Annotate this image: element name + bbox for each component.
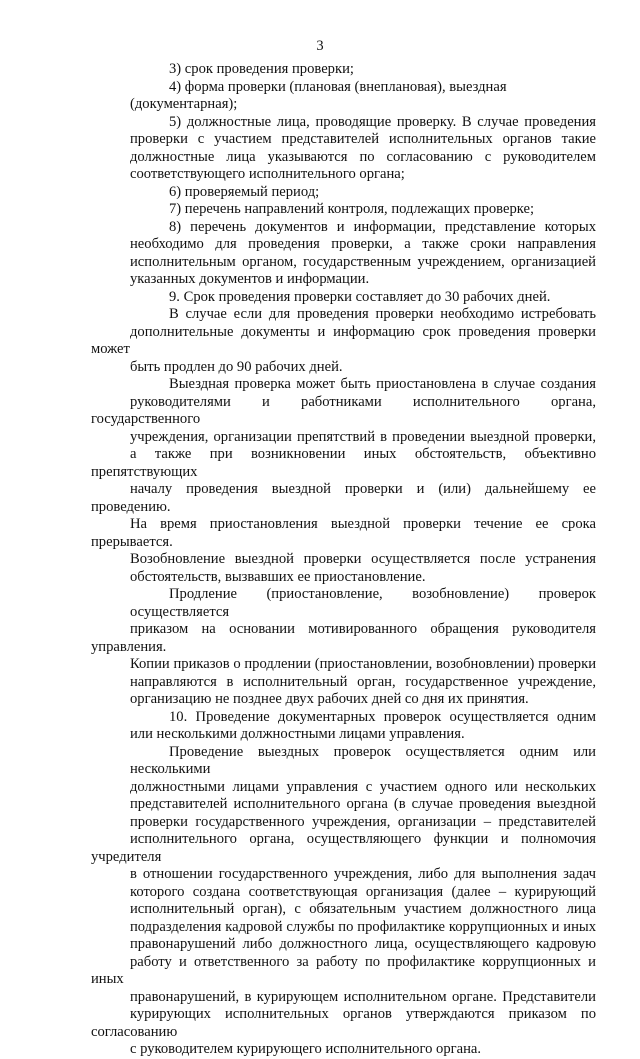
paragraph [91, 79, 596, 114]
paragraph-line: правонарушений либо должностного лица, осуществляющего кадровую [130, 936, 596, 952]
paragraph-line: В случае если для проведения проверки необходимо истребовать [169, 306, 596, 322]
paragraph-line: 9. Срок проведения проверки составляет до 30 рабочих дней. [169, 288, 551, 305]
paragraph-line: или несколькими должностными лицами управления. [130, 726, 465, 742]
paragraph-line: учреждения, организации препятствий в проведении выездной проверки, [130, 428, 596, 445]
paragraph-line: в отношении государственного учреждения, либо для выполнения задач [130, 866, 596, 882]
paragraph-line: 8) перечень документов и информации, представление которых [169, 218, 596, 235]
page-number: 3 [316, 38, 324, 54]
paragraph-line: Выездная проверка может быть приостановлена в случае создания [169, 376, 596, 392]
paragraph [91, 219, 596, 289]
paragraph-line: которого создана соответствующая организация (далее – курирующий [130, 883, 596, 900]
paragraph-line: быть продлен до 90 рабочих дней. [130, 358, 343, 375]
paragraph [91, 289, 596, 307]
paragraph [91, 201, 596, 219]
paragraph [91, 61, 596, 79]
document-body [91, 61, 596, 1059]
paragraph-line: 6) проверяемый период; [169, 183, 320, 200]
paragraph-line: подразделения кадровой службы по профилактике коррупционных и иных [130, 918, 596, 935]
paragraph-line: обстоятельств, вызвавших ее приостановление. [130, 568, 426, 585]
paragraph-line: Продление (приостановление, возобновление) проверок осуществляется [130, 586, 596, 620]
paragraph [91, 709, 596, 744]
paragraph-line: началу проведения выездной проверки и (или) дальнейшему ее проведению. [91, 481, 596, 515]
paragraph-line: приказом на основании мотивированного обращения руководителя управления. [91, 621, 596, 655]
paragraph-line: курирующих исполнительных органов утверждаются приказом по согласованию [91, 1006, 596, 1040]
paragraph-line: правонарушений, в курирующем исполнительном органе. Представители [130, 988, 596, 1005]
paragraph [91, 114, 596, 184]
paragraph-line: исполнительный орган), с обязательным участием должностного лица [130, 901, 596, 917]
paragraph-line: направляются в исполнительный орган, государственное учреждение, [130, 673, 596, 690]
paragraph-line: с руководителем курирующего исполнительного органа. [130, 1041, 482, 1057]
paragraph-line: 3) срок проведения проверки; [169, 61, 354, 77]
paragraph-line: 10. Проведение документарных проверок осуществляется одним [169, 708, 596, 725]
paragraph-line: указанных документов и информации. [130, 271, 370, 287]
paragraph-line: 5) должностные лица, проводящие проверку. В случае проведения [169, 113, 596, 130]
paragraph [91, 306, 596, 376]
paragraph-line: работу и ответственного за работу по профилактике коррупционных и иных [91, 953, 596, 987]
paragraph-line: руководителями и работниками исполнительного органа, государственного [91, 393, 596, 427]
paragraph-line: необходимо для проведения проверки, а также сроки направления [130, 236, 596, 252]
paragraph-line: Возобновление выездной проверки осуществляется после устранения [130, 551, 596, 567]
paragraph-line: На время приостановления выездной проверки течение ее срока прерывается. [91, 516, 596, 550]
paragraph-line: соответствующего исполнительного органа; [130, 166, 405, 182]
paragraph-line: проверки государственного учреждения, организации – представителей [130, 813, 596, 830]
paragraph [91, 376, 596, 586]
paragraph-line: должностными лицами управления с участием одного или нескольких [130, 778, 596, 795]
paragraph-line: 4) форма проверки (плановая (внеплановая), выездная (документарная); [130, 78, 507, 112]
paragraph-line: организацию не позднее двух рабочих дней со дня их принятия. [130, 691, 529, 707]
paragraph-line: а также при возникновении иных обстоятельств, объективно препятствующих [91, 446, 596, 480]
paragraph-line: должностные лица указываются по согласованию с руководителем [130, 148, 596, 165]
paragraph-line: исполнительного органа, осуществляющего функции и полномочия учредителя [91, 831, 596, 865]
paragraph-line: Проведение выездных проверок осуществляется одним или несколькими [130, 743, 596, 777]
paragraph [91, 184, 596, 202]
paragraph-line: исполнительным органом, государственным учреждением, организацией [130, 253, 596, 270]
paragraph-line: проверки с участием представителей исполнительных органов такие [130, 131, 596, 147]
paragraph-line: Копии приказов о продлении (приостановлении, возобновлении) проверки [130, 656, 596, 672]
paragraph-line: 7) перечень направлений контроля, подлежащих проверке; [169, 201, 535, 217]
paragraph [91, 586, 596, 709]
paragraph-line: представителей исполнительного органа (в случае проведения выездной [130, 796, 596, 812]
paragraph-line: дополнительные документы и информацию срок проведения проверки может [91, 323, 596, 357]
paragraph [91, 744, 596, 1059]
